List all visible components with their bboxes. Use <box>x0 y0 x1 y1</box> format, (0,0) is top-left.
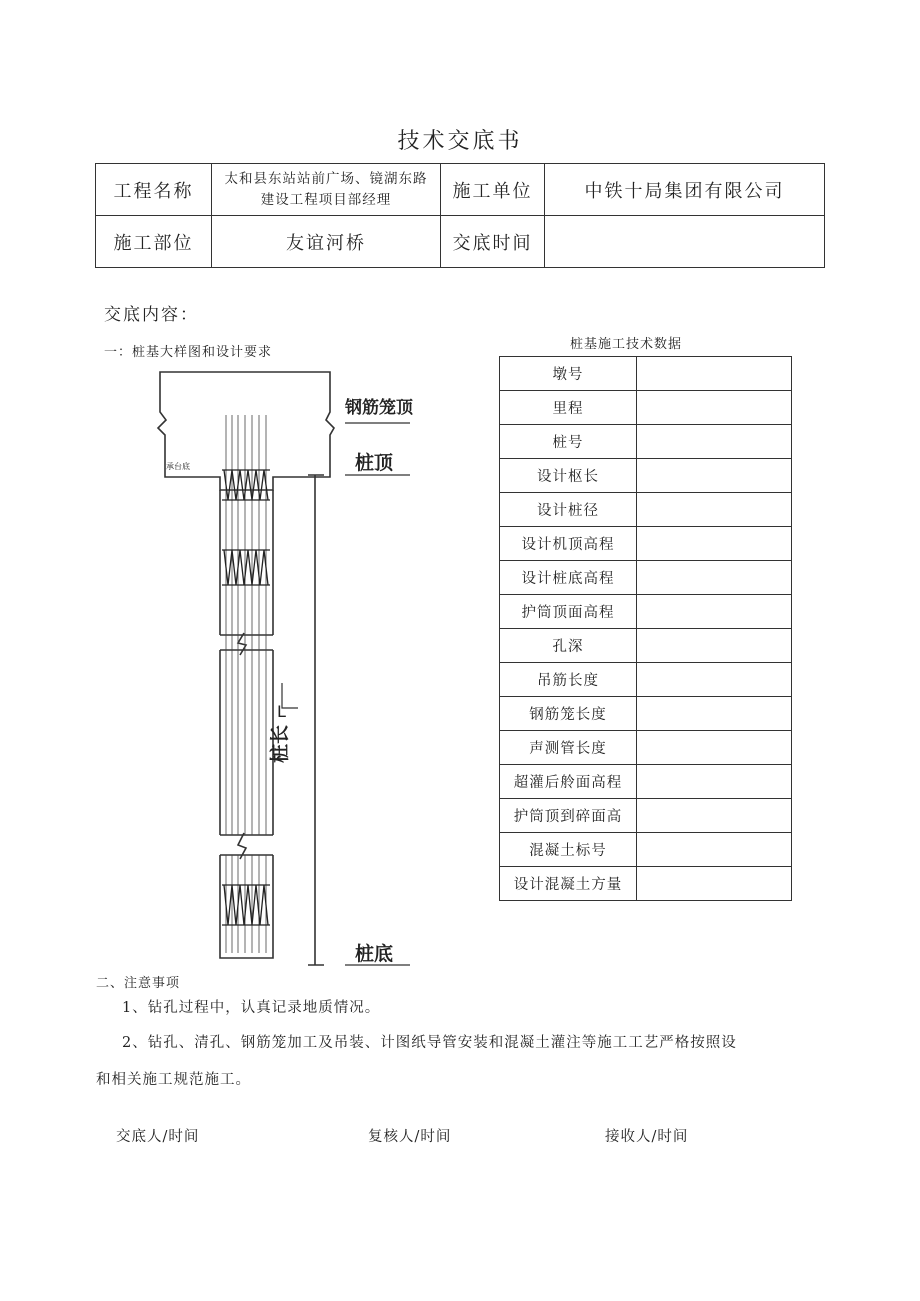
disclosure-time-label: 交底时间 <box>441 216 545 268</box>
disclosure-time-value <box>545 216 825 268</box>
tech-row-value <box>637 459 792 493</box>
pile-length-symbol: L <box>277 702 286 721</box>
table-row <box>500 765 792 799</box>
tech-row-label: 设计混凝土方量 <box>500 867 637 901</box>
project-name-label: 工程名称 <box>96 164 212 216</box>
tech-row-value <box>637 425 792 459</box>
cap-bottom-label: 承台底 <box>166 462 190 471</box>
tech-row-value <box>637 663 792 697</box>
table-row <box>500 459 792 493</box>
tech-row-value <box>637 799 792 833</box>
tech-row-label: 孔深 <box>500 629 637 663</box>
tech-row-label: 设计机顶高程 <box>500 527 637 561</box>
tech-row-label: 里程 <box>500 391 637 425</box>
tech-row-label: 墩号 <box>500 357 637 391</box>
tech-row-value <box>637 697 792 731</box>
table-row <box>500 629 792 663</box>
tech-row-label: 桩号 <box>500 425 637 459</box>
tech-row-label: 设计枢长 <box>500 459 637 493</box>
pile-bottom-label: 桩底 <box>355 943 394 965</box>
table-row <box>500 527 792 561</box>
construction-unit-label: 施工单位 <box>441 164 545 216</box>
discloser-signature: 交底人/时间 <box>116 1129 200 1145</box>
tech-row-label: 设计桩底高程 <box>500 561 637 595</box>
table-row <box>500 833 792 867</box>
note-2-continued: 和相关施工规范施工。 <box>96 1072 251 1088</box>
content-label: 交底内容： <box>104 305 199 325</box>
tech-row-value <box>637 867 792 901</box>
tech-row-value <box>637 595 792 629</box>
construction-part-label: 施工部位 <box>96 216 212 268</box>
tech-row-value <box>637 731 792 765</box>
section2-title: 二、注意事项 <box>96 976 181 991</box>
project-name-line2: 建设工程项目部经理 <box>260 191 392 208</box>
tech-table-title: 桩基施工技术数据 <box>570 337 683 352</box>
table-row <box>500 697 792 731</box>
tech-row-label: 设计桩径 <box>500 493 637 527</box>
reviewer-signature: 复核人/时间 <box>368 1129 452 1145</box>
tech-row-value <box>637 527 792 561</box>
tech-row-value <box>637 765 792 799</box>
tech-row-value <box>637 391 792 425</box>
table-row <box>500 425 792 459</box>
project-name-line1: 太和县东站站前广场、镜湖东路 <box>224 170 428 187</box>
section1-title: 一：桩基大样图和设计要求 <box>104 345 273 360</box>
tech-row-value <box>637 561 792 595</box>
tech-row-label: 护筒顶面高程 <box>500 595 637 629</box>
table-row <box>500 799 792 833</box>
tech-row-label: 钢筋笼长度 <box>500 697 637 731</box>
table-row <box>500 867 792 901</box>
tech-row-value <box>637 629 792 663</box>
header-table <box>95 163 825 268</box>
project-name-value <box>212 164 441 216</box>
tech-row-label: 混凝土标号 <box>500 833 637 867</box>
construction-part-value: 友谊河桥 <box>212 216 441 268</box>
tech-row-label: 护筒顶到碎面高 <box>500 799 637 833</box>
table-row <box>500 731 792 765</box>
table-row <box>500 357 792 391</box>
note-2: 2、钻孔、清孔、钢筋笼加工及吊装、计图纸导管安装和混凝土灌注等施工工艺严格按照设 <box>122 1035 737 1051</box>
table-row <box>500 595 792 629</box>
table-row <box>500 493 792 527</box>
pile-top-label: 桩顶 <box>355 452 394 474</box>
tech-row-value <box>637 833 792 867</box>
tech-row-label: 超灌后舲面高程 <box>500 765 637 799</box>
tech-row-value <box>637 357 792 391</box>
note-1: 1、钻孔过程中，认真记录地质情况。 <box>122 1000 381 1016</box>
construction-unit-value: 中铁十局集团有限公司 <box>545 164 825 216</box>
tech-data-table <box>499 356 792 901</box>
cage-top-label: 钢筋笼顶 <box>345 398 413 418</box>
table-row <box>500 561 792 595</box>
tech-row-value <box>637 493 792 527</box>
receiver-signature: 接收人/时间 <box>605 1129 689 1145</box>
tech-row-label: 声测管长度 <box>500 731 637 765</box>
pile-length-label: 桩长 <box>269 724 291 763</box>
table-row <box>500 663 792 697</box>
page-title: 技术交底书 <box>397 129 523 154</box>
tech-row-label: 吊筋长度 <box>500 663 637 697</box>
pile-detail-drawing <box>150 365 413 975</box>
table-row <box>500 391 792 425</box>
